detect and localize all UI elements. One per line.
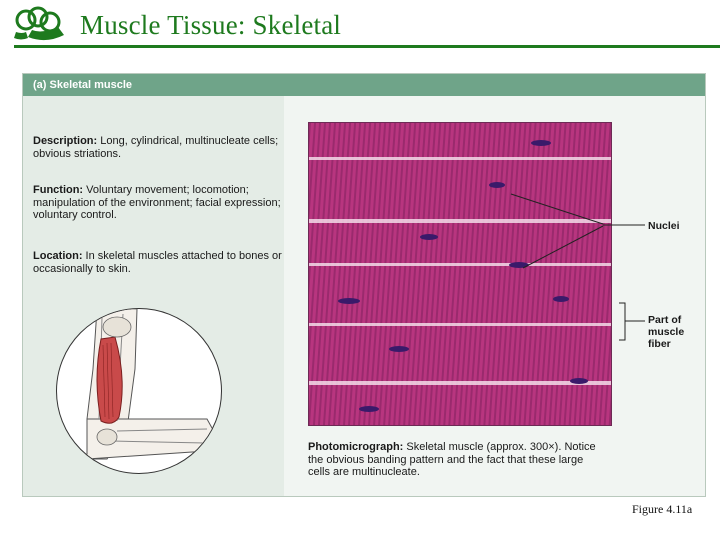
muscle-fiber-label: Part of muscle fiber bbox=[648, 314, 685, 350]
title-divider bbox=[14, 45, 720, 48]
location-label: Location: bbox=[33, 250, 83, 262]
slide-title: Muscle Tissue: Skeletal bbox=[80, 10, 342, 40]
location-block bbox=[33, 250, 283, 275]
photomicrograph-caption bbox=[308, 441, 608, 479]
function-text: Voluntary movement; locomotion; manipulation of the environment; facial expression; voluntary control. bbox=[33, 184, 281, 221]
description-label: Description: bbox=[33, 135, 98, 147]
figure-reference: Figure 4.11a bbox=[632, 502, 693, 516]
function-block bbox=[33, 184, 283, 222]
panel-header: (a) Skeletal muscle bbox=[23, 74, 705, 96]
arm-illustration bbox=[56, 308, 222, 474]
figure-panel bbox=[22, 73, 706, 497]
logo-icon bbox=[12, 4, 72, 46]
nuclei-label: Nuclei bbox=[648, 220, 680, 232]
function-label: Function: bbox=[33, 184, 84, 196]
micrograph-image bbox=[308, 122, 612, 426]
location-text: In skeletal muscles attached to bones or occasionally to skin. bbox=[33, 250, 282, 275]
description-block bbox=[33, 135, 283, 160]
caption-text: Skeletal muscle (approx. 300×). Notice the obvious banding pattern and the fact that these large cells are multinucleate. bbox=[308, 441, 596, 478]
caption-label: Photomicrograph: bbox=[308, 441, 404, 453]
description-text: Long, cylindrical, multinucleate cells; obvious striations. bbox=[33, 135, 279, 160]
